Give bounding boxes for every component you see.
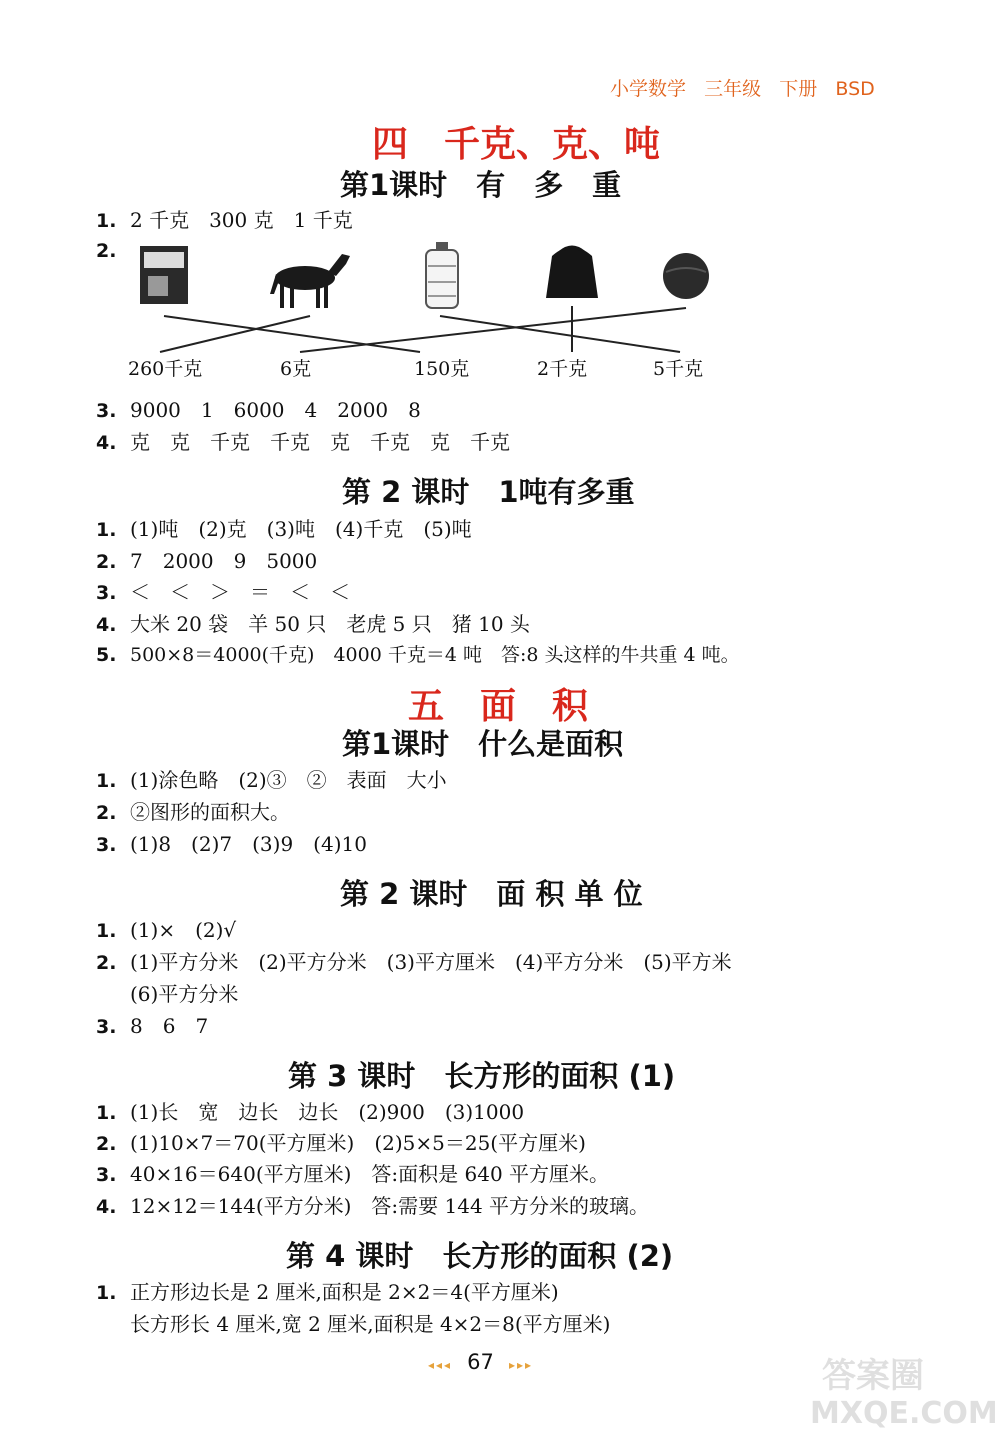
question-number: 1. xyxy=(96,519,117,541)
lesson-title: 第 4 课时 长方形的面积 (2) xyxy=(286,1239,674,1273)
header-grade: 三年级 xyxy=(704,78,762,100)
answer-line xyxy=(96,426,510,455)
question-number: 3. xyxy=(96,582,117,604)
answer-line xyxy=(96,576,350,605)
answer-line xyxy=(96,1276,559,1305)
weight-label: 5千克 xyxy=(653,358,704,380)
answer-line xyxy=(96,1190,649,1219)
answer-line xyxy=(96,545,317,574)
answer-text: (1)平方分米 (2)平方分米 (3)平方厘米 (4)平方分米 (5)平方米 xyxy=(130,950,732,974)
answer-continuation: 长方形长 4 厘米,宽 2 厘米,面积是 4×2＝8(平方厘米) xyxy=(130,1312,611,1336)
watermark-site: MXQE.COM xyxy=(810,1396,998,1431)
chapter-4-title: 四 千克、克、吨 xyxy=(372,124,661,165)
header-subject: 小学数学 xyxy=(610,78,687,100)
question-number: 2. xyxy=(96,952,117,974)
answer-line xyxy=(96,1096,524,1125)
question-number: 3. xyxy=(96,1164,117,1186)
question-number: 1. xyxy=(96,1102,117,1124)
answer-line xyxy=(96,914,236,943)
question-number: 2. xyxy=(96,802,117,824)
answer-text: 7 2000 9 5000 xyxy=(130,549,318,573)
page-number: 67 xyxy=(467,1350,494,1374)
question-number-label: 2. xyxy=(96,240,117,262)
answer-continuation: (6)平方分米 xyxy=(130,982,239,1006)
page-footer xyxy=(428,1350,533,1374)
header xyxy=(610,74,875,101)
answer-text: 8 6 7 xyxy=(130,1014,209,1038)
answer-line xyxy=(96,204,353,233)
answer-text: 正方形边长是 2 厘米,面积是 2×2＝4(平方厘米) xyxy=(130,1280,559,1304)
answer-text: (1)8 (2)7 (3)9 (4)10 xyxy=(130,832,367,856)
question-number: 3. xyxy=(96,1016,117,1038)
question-number: 4. xyxy=(96,432,117,454)
header-edition: BSD xyxy=(835,78,875,100)
weight-label: 260千克 xyxy=(128,358,203,380)
answer-text: (1)吨 (2)克 (3)吨 (4)千克 (5)吨 xyxy=(130,517,472,541)
answer-line xyxy=(96,764,447,793)
chapter-5-title: 五 面 积 xyxy=(408,686,589,727)
lesson-title: 第 2 课时 1吨有多重 xyxy=(342,475,635,509)
answer-text: 9000 1 6000 4 2000 8 xyxy=(130,398,421,422)
question-number: 5. xyxy=(96,644,117,666)
milk-box-icon xyxy=(140,246,188,304)
answer-line xyxy=(96,1158,609,1187)
lesson-title: 第1课时 有 多 重 xyxy=(340,168,622,202)
answer-line xyxy=(96,1010,208,1039)
question-number: 3. xyxy=(96,834,117,856)
horse-icon xyxy=(270,254,350,308)
backpack-icon xyxy=(546,247,598,298)
question-number: 1. xyxy=(96,1282,117,1304)
answer-line xyxy=(96,946,732,975)
answer-text: 大米 20 袋 羊 50 只 老虎 5 只 猪 10 头 xyxy=(130,612,530,636)
answer-text: 500×8＝4000(千克) 4000 千克＝4 吨 答:8 头这样的牛共重 4 吨。 xyxy=(130,644,740,666)
question-number: 2. xyxy=(96,1133,117,1155)
answer-text: (1)涂色略 (2)③ ② 表面 大小 xyxy=(130,768,447,792)
answer-line xyxy=(96,640,740,667)
weight-label: 150克 xyxy=(414,358,470,380)
question-number: 4. xyxy=(96,1196,117,1218)
answer-text: ＜ ＜ ＞ ＝ ＜ ＜ xyxy=(130,580,350,604)
answer-text: 克 克 千克 千克 克 千克 克 千克 xyxy=(130,430,510,454)
lesson-title: 第 3 课时 长方形的面积 (1) xyxy=(288,1059,676,1093)
lesson-title: 第 2 课时 面 积 单 位 xyxy=(340,877,643,911)
right-arrows-icon: ▸▸▸ xyxy=(509,1358,534,1372)
answer-line xyxy=(96,608,530,637)
question-number: 1. xyxy=(96,210,117,232)
weight-label: 2千克 xyxy=(537,358,588,380)
answer-text: 40×16＝640(平方厘米) 答:面积是 640 平方厘米。 xyxy=(130,1162,610,1186)
answer-text: (1)× (2)√ xyxy=(130,918,237,942)
answer-line xyxy=(96,513,472,542)
answer-text: (1)长 宽 边长 边长 (2)900 (3)1000 xyxy=(130,1100,525,1124)
answer-text: (1)10×7＝70(平方厘米) (2)5×5＝25(平方厘米) xyxy=(130,1131,586,1155)
answer-line xyxy=(96,796,290,825)
question-number: 1. xyxy=(96,770,117,792)
question-number: 2. xyxy=(96,551,117,573)
question-number: 4. xyxy=(96,614,117,636)
lesson-title: 第1课时 什么是面积 xyxy=(342,727,624,761)
header-volume: 下册 xyxy=(779,78,818,100)
weight-label: 6克 xyxy=(280,358,312,380)
ball-icon xyxy=(663,253,709,299)
answer-text: ②图形的面积大。 xyxy=(130,800,290,824)
question-number: 3. xyxy=(96,400,117,422)
left-arrows-icon: ◂◂◂ xyxy=(428,1358,453,1372)
watermark-logo: 答案圈 xyxy=(822,1356,924,1396)
answer-line xyxy=(96,828,367,857)
water-bottle-icon xyxy=(426,242,458,308)
question-number: 1. xyxy=(96,920,117,942)
answer-text: 12×12＝144(平方分米) 答:需要 144 平方分米的玻璃。 xyxy=(130,1194,650,1218)
answer-line xyxy=(96,394,421,423)
answer-text: 2 千克 300 克 1 千克 xyxy=(130,208,353,232)
answer-line xyxy=(96,1127,586,1156)
matching-lines xyxy=(160,306,686,352)
